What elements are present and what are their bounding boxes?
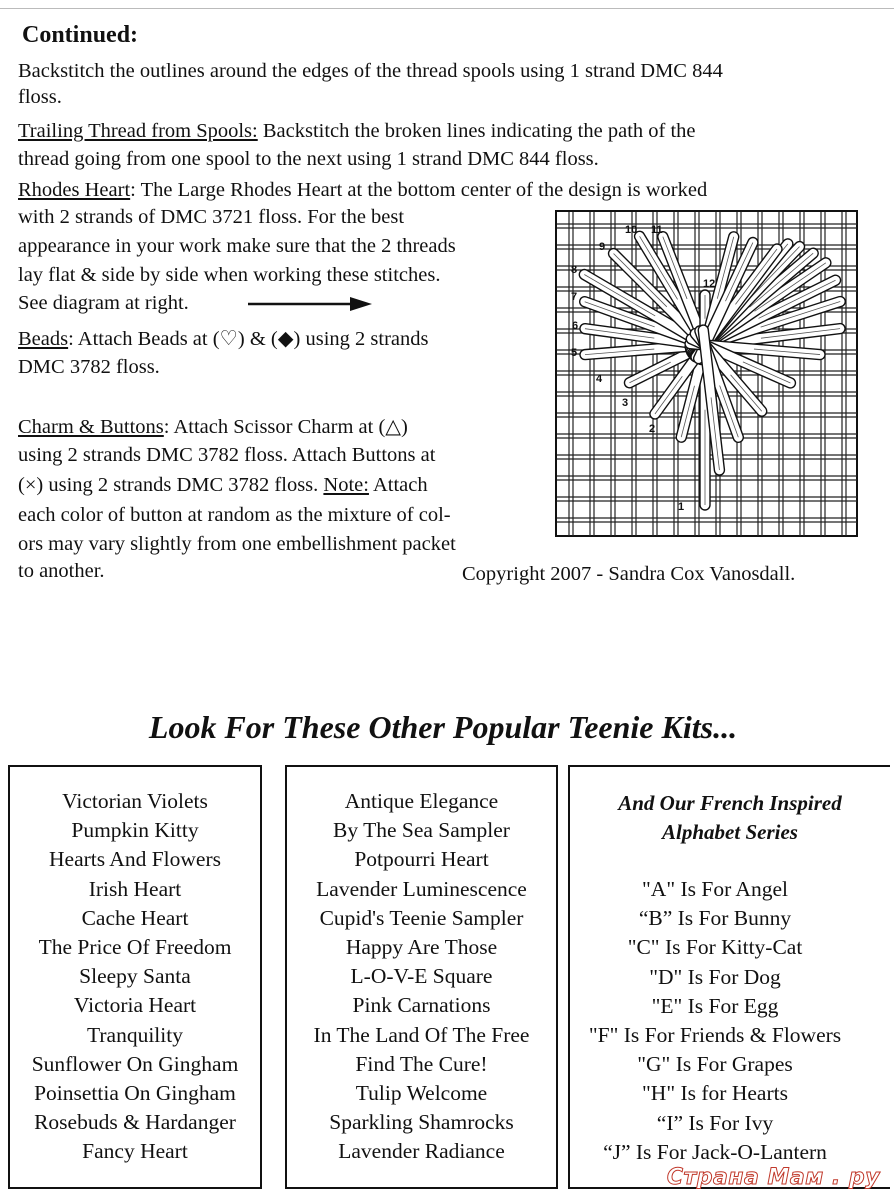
kit-name: Find The Cure! xyxy=(355,1051,488,1076)
kit-list-box-1 xyxy=(8,765,262,1189)
kit-name: Sleepy Santa xyxy=(79,964,191,989)
text-line: DMC 3782 floss. xyxy=(18,356,160,378)
kit-name: "G" Is For Grapes xyxy=(637,1052,793,1077)
beads-label: Beads xyxy=(18,328,69,350)
kit-name: Hearts And Flowers xyxy=(49,847,221,872)
series-title-line: Alphabet Series xyxy=(662,820,798,844)
text-line xyxy=(18,326,428,352)
stitch-number: 11 xyxy=(651,224,663,236)
heading-continued: Continued: xyxy=(22,22,139,48)
kit-list-3 xyxy=(570,875,890,1167)
charm-label: Charm & Buttons xyxy=(18,416,164,438)
right-arrow-icon xyxy=(246,295,374,313)
rhodes-label: Rhodes Heart xyxy=(18,179,131,201)
kit-name: Rosebuds & Hardanger xyxy=(34,1110,236,1135)
stitch-number: 10 xyxy=(625,224,638,236)
kit-name: "D" Is For Dog xyxy=(649,964,781,989)
text-line xyxy=(18,472,428,498)
kit-name: Tulip Welcome xyxy=(355,1081,488,1106)
promo-title-text: Look For These Other Popular Teenie Kits... xyxy=(148,709,738,745)
kit-name: “B” Is For Bunny xyxy=(638,906,792,931)
kit-name: L-O-V-E Square xyxy=(350,964,493,989)
stitch-number: 1 xyxy=(678,501,685,513)
kit-name: Antique Elegance xyxy=(344,789,499,813)
kit-name: "H" Is for Hearts xyxy=(642,1081,788,1106)
stitch-number: 3 xyxy=(622,397,629,409)
kit-list-box-2 xyxy=(285,765,558,1189)
kit-name: Pink Carnations xyxy=(352,993,491,1018)
stitch-number: 12 xyxy=(703,278,716,290)
kit-name: Potpourri Heart xyxy=(354,847,489,872)
kit-name: Irish Heart xyxy=(88,876,182,901)
text-line: Backstitch the outlines around the edges of the thread spools using 1 strand DMC 844 xyxy=(18,60,723,82)
rhodes-text: : The Large Rhodes Heart at the bottom center of the design is worked xyxy=(130,179,708,201)
text-line xyxy=(18,414,408,440)
kit-name: Poinsettia On Gingham xyxy=(34,1081,236,1106)
kit-name: By The Sea Sampler xyxy=(333,818,510,843)
kit-name: Cache Heart xyxy=(81,905,189,930)
kit-name: In The Land Of The Free xyxy=(313,1022,530,1047)
kit-name: Happy Are Those xyxy=(345,935,498,960)
charm-text: (×) using 2 strands DMC 3782 floss. xyxy=(18,474,324,496)
text-line xyxy=(18,177,707,203)
charm-text: : Attach Scissor Charm at (△) xyxy=(163,416,408,438)
kit-name: "C" Is For Kitty-Cat xyxy=(627,935,803,960)
kit-list-2 xyxy=(287,787,556,1167)
trailing-text: Backstitch the broken lines indicating the path of the xyxy=(257,120,696,142)
kit-name: Pumpkin Kitty xyxy=(71,818,199,843)
kit-name: “I” Is For Ivy xyxy=(656,1110,774,1135)
text-line: using 2 strands DMC 3782 floss. Attach Buttons at xyxy=(18,444,436,466)
text-line xyxy=(18,118,696,144)
trailing-label: Trailing Thread from Spools: xyxy=(18,120,258,142)
promo-title xyxy=(0,709,894,746)
beads-text: : Attach Beads at (♡) & (◆) using 2 strands xyxy=(68,328,429,350)
text-line: ors may vary slightly from one embellishment packet xyxy=(18,533,456,555)
copyright: Copyright 2007 - Sandra Cox Vanosdall. xyxy=(462,563,796,585)
stitch-number: 6 xyxy=(572,320,579,332)
text-line: lay flat & side by side when working these stitches. xyxy=(18,264,441,286)
kit-name: Sparkling Shamrocks xyxy=(329,1110,514,1135)
kit-name: “J” Is For Jack-O-Lantern xyxy=(603,1139,827,1164)
text-line: to another. xyxy=(18,560,105,582)
kit-name: Lavender Luminescence xyxy=(316,876,527,901)
kit-name: Tranquility xyxy=(87,1022,183,1047)
text-line: thread going from one spool to the next using 1 strand DMC 844 floss. xyxy=(18,148,599,170)
kit-name: Sunflower On Gingham xyxy=(31,1051,239,1076)
stitch-number: 9 xyxy=(599,241,606,253)
note-label: Note: xyxy=(323,474,369,496)
alphabet-series-title xyxy=(570,789,890,847)
text-line: with 2 strands of DMC 3721 floss. For the best xyxy=(18,206,405,228)
series-title-line: And Our French Inspired xyxy=(618,791,842,815)
text-line: each color of button at random as the mixture of col- xyxy=(18,504,451,526)
stitch-number: 4 xyxy=(596,373,603,385)
kit-name: Lavender Radiance xyxy=(338,1139,505,1164)
rhodes-heart-diagram xyxy=(555,210,859,538)
stitch-number: 8 xyxy=(571,264,578,276)
kit-name: Fancy Heart xyxy=(82,1139,188,1164)
kit-name: The Price Of Freedom xyxy=(38,935,232,960)
stitch-number: 2 xyxy=(649,423,656,435)
kit-list-1 xyxy=(10,787,260,1167)
text-line: floss. xyxy=(18,86,62,108)
kit-name: "E" Is For Egg xyxy=(651,993,779,1018)
kit-name: Victorian Violets xyxy=(62,789,208,813)
kit-name: "F" Is For Friends & Flowers xyxy=(588,1023,842,1048)
watermark: Страна Мам . ру xyxy=(666,1165,880,1190)
note-text: Attach xyxy=(368,474,428,496)
text-line: See diagram at right. xyxy=(18,292,189,314)
kit-list-box-3 xyxy=(568,765,890,1189)
kit-name: "A" Is For Angel xyxy=(642,877,788,901)
top-rule xyxy=(0,8,894,9)
kit-name: Cupid's Teenie Sampler xyxy=(319,905,524,930)
text-line: appearance in your work make sure that the 2 threads xyxy=(18,235,456,257)
kit-name: Victoria Heart xyxy=(73,993,197,1018)
stitch-number: 5 xyxy=(571,347,578,359)
stitch-number: 7 xyxy=(571,291,578,303)
